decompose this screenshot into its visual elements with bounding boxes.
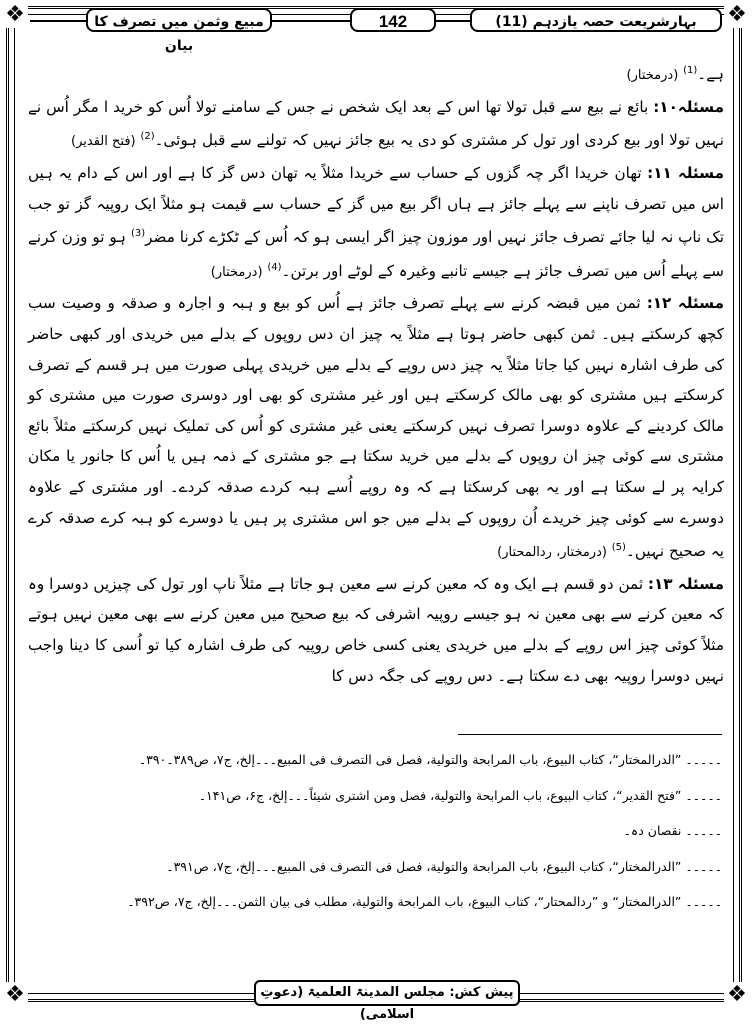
corner-ornament-icon: ❖ bbox=[724, 982, 750, 1008]
footnote-separator bbox=[458, 734, 722, 735]
footnote: ۔۔۔۔۔ ”الدرالمختار“، کتاب البیوع، باب المرابحة والتولیة، فصل فی التصرف فی المبیع۔۔۔إلخ، ج۷، ص۳۹۱۔ bbox=[166, 858, 722, 874]
footnotes bbox=[40, 742, 722, 920]
book-title: بہارِشریعت حصہ یازدہم (11) bbox=[470, 8, 722, 32]
paragraph: مسئلہ ۱۳: ثمن دو قسم ہے ایک وہ کہ معین کرنے سے معین ہو جاتا ہے مثلاً ناپ اور تول کی چیزیں دوسرا وہ کہ معین کرنے سے بھی معین نہ ہو جیسے روپیہ اشرفی کہ بیع صحیح میں معین کرنے سے بھی معین نہیں ہوتے مثلاً کوئی چیز اس روپے کے بدلے میں خریدی یعنی کسی خاص روپیہ کی طرف اشارہ کیا تو اُسی کا دینا واجب نہیں دوسرا روپیہ بھی دے سکتا ہے۔ دس روپے کی جگہ دس کا bbox=[28, 574, 724, 685]
footnote: ۔۔۔۔۔ ”فتح القدیر“، کتاب البیوع، باب المرابحة والتولیة، فصل ومن اشتری شیئاً۔۔۔إلخ، ج۶، ص۱۴۱۔ bbox=[198, 787, 722, 803]
chapter-title: مبیع وثمن میں تصرف کا بیان bbox=[86, 8, 272, 32]
footnote: ۔۔۔۔۔ نقصان دہ۔ bbox=[623, 823, 722, 838]
corner-ornament-icon: ❖ bbox=[2, 982, 28, 1008]
paragraph: مسئلہ ۱۱: تھان خریدا اگر چہ گزوں کے حساب سے خریدا مثلاً یہ تھان دس گز کا ہے اور اس کے دام یہ ہیں اس میں تصرف ناپنے سے پہلے جائز ہے ہاں اگر بیع میں گز کے حساب سے قیمت ہو مثلاً ایک روپیہ گز تو جب تک ناپ نہ لیا جائے تصرف جائز نہیں اور موزون چیز اگر ایسی ہو کہ اُس کے ٹکڑے کرنا مضر$^{(3)}$ ہو تو وزن کرنے سے پہلے اُس میں تصرف جائز ہے جیسے تانبے وغیرہ کے لوٹے اور برتن۔$^{(4)}$ (درمختار) bbox=[28, 163, 724, 280]
main-text bbox=[28, 56, 724, 691]
page-header bbox=[30, 6, 722, 54]
footnote: ۔۔۔۔۔ ”الدرالمختار“، کتاب البیوع، باب المرابحة والتولیة، فصل فی التصرف فی المبیع۔۔۔إلخ، ج۷، ص۳۸۹۔۳۹۰۔ bbox=[138, 752, 722, 767]
footnote: ۔۔۔۔۔ ”الدرالمختار“ و ”ردالمحتار“، کتاب البیوع، باب المرابحة والتولیة، مطلب فی بیان الثمن۔۔۔إلخ، ج۷، ص۳۹۲۔ bbox=[127, 894, 722, 909]
paragraph: ہے۔$^{(1)}$ (درمختار) bbox=[626, 65, 724, 84]
paragraph: مسئلہ۱۰: بائع نے بیع سے قبل تولا تھا اس کے بعد ایک شخص نے جس کے سامنے تولا اُس کو خرید ا مگر اُس نے نہیں تولا اور بیع کردی اور تول کر مشتری کو دی یہ بیع جائز نہیں کہ تولنے سے قبل ہوئی۔$^{(2)}$ (فتح القدیر) bbox=[28, 97, 724, 150]
publisher-footer: پیش کش: مجلس المدینۃ العلمیۃ (دعوتِ اسلامی) bbox=[254, 980, 520, 1006]
page-number: 142 bbox=[350, 8, 436, 32]
corner-ornament-icon: ❖ bbox=[2, 2, 28, 28]
corner-ornament-icon: ❖ bbox=[724, 2, 750, 28]
paragraph: مسئلہ ۱۲: ثمن میں قبضہ کرنے سے پہلے تصرف جائز ہے اُس کو بیع و ہبہ و اجارہ و صدقہ و وصیت سب کچھ کرسکتے ہیں۔ ثمن کبھی حاضر ہوتا ہے مثلاً یہ چیز ان دس روپوں کے بدلے میں خریدی اور کبھی حاضر کی طرف اشارہ نہیں کیا جاتا مثلاً یہ چیز دس روپے کے بدلے میں خریدی پہلی صورت میں ہر قسم کے تصرف کرسکتے ہیں مشتری کو بھی مالک کرسکتے ہیں اور غیر مشتری کو بھی اور دوسری صورت میں مشتری کو مالک کردینے کے علاوہ دوسرا تصرف نہیں کرسکتے یعنی غیر مشتری کو اُس کی تملیک نہیں کرسکتے مثلاً بائع مشتری سے کوئی چیز ان روپوں کے بدلے میں خرید سکتا ہے جو مشتری کے ذمہ ہیں یا اُس کا جانور یا مکان کرایہ پر لے سکتا ہے اور یہ بھی کرسکتا ہے کہ وہ روپے اُسے ہبہ کردے صدقہ کردے۔ اور مشتری کے علاوہ دوسرے سے کوئی چیز خریدے اُن روپوں کے بدلے میں جو اس مشتری پر ہیں یا دوسرے کو ہبہ کرے صدقہ کرے یہ صحیح نہیں۔$^{(5)}$ (درمختار، ردالمحتار) bbox=[28, 294, 724, 561]
